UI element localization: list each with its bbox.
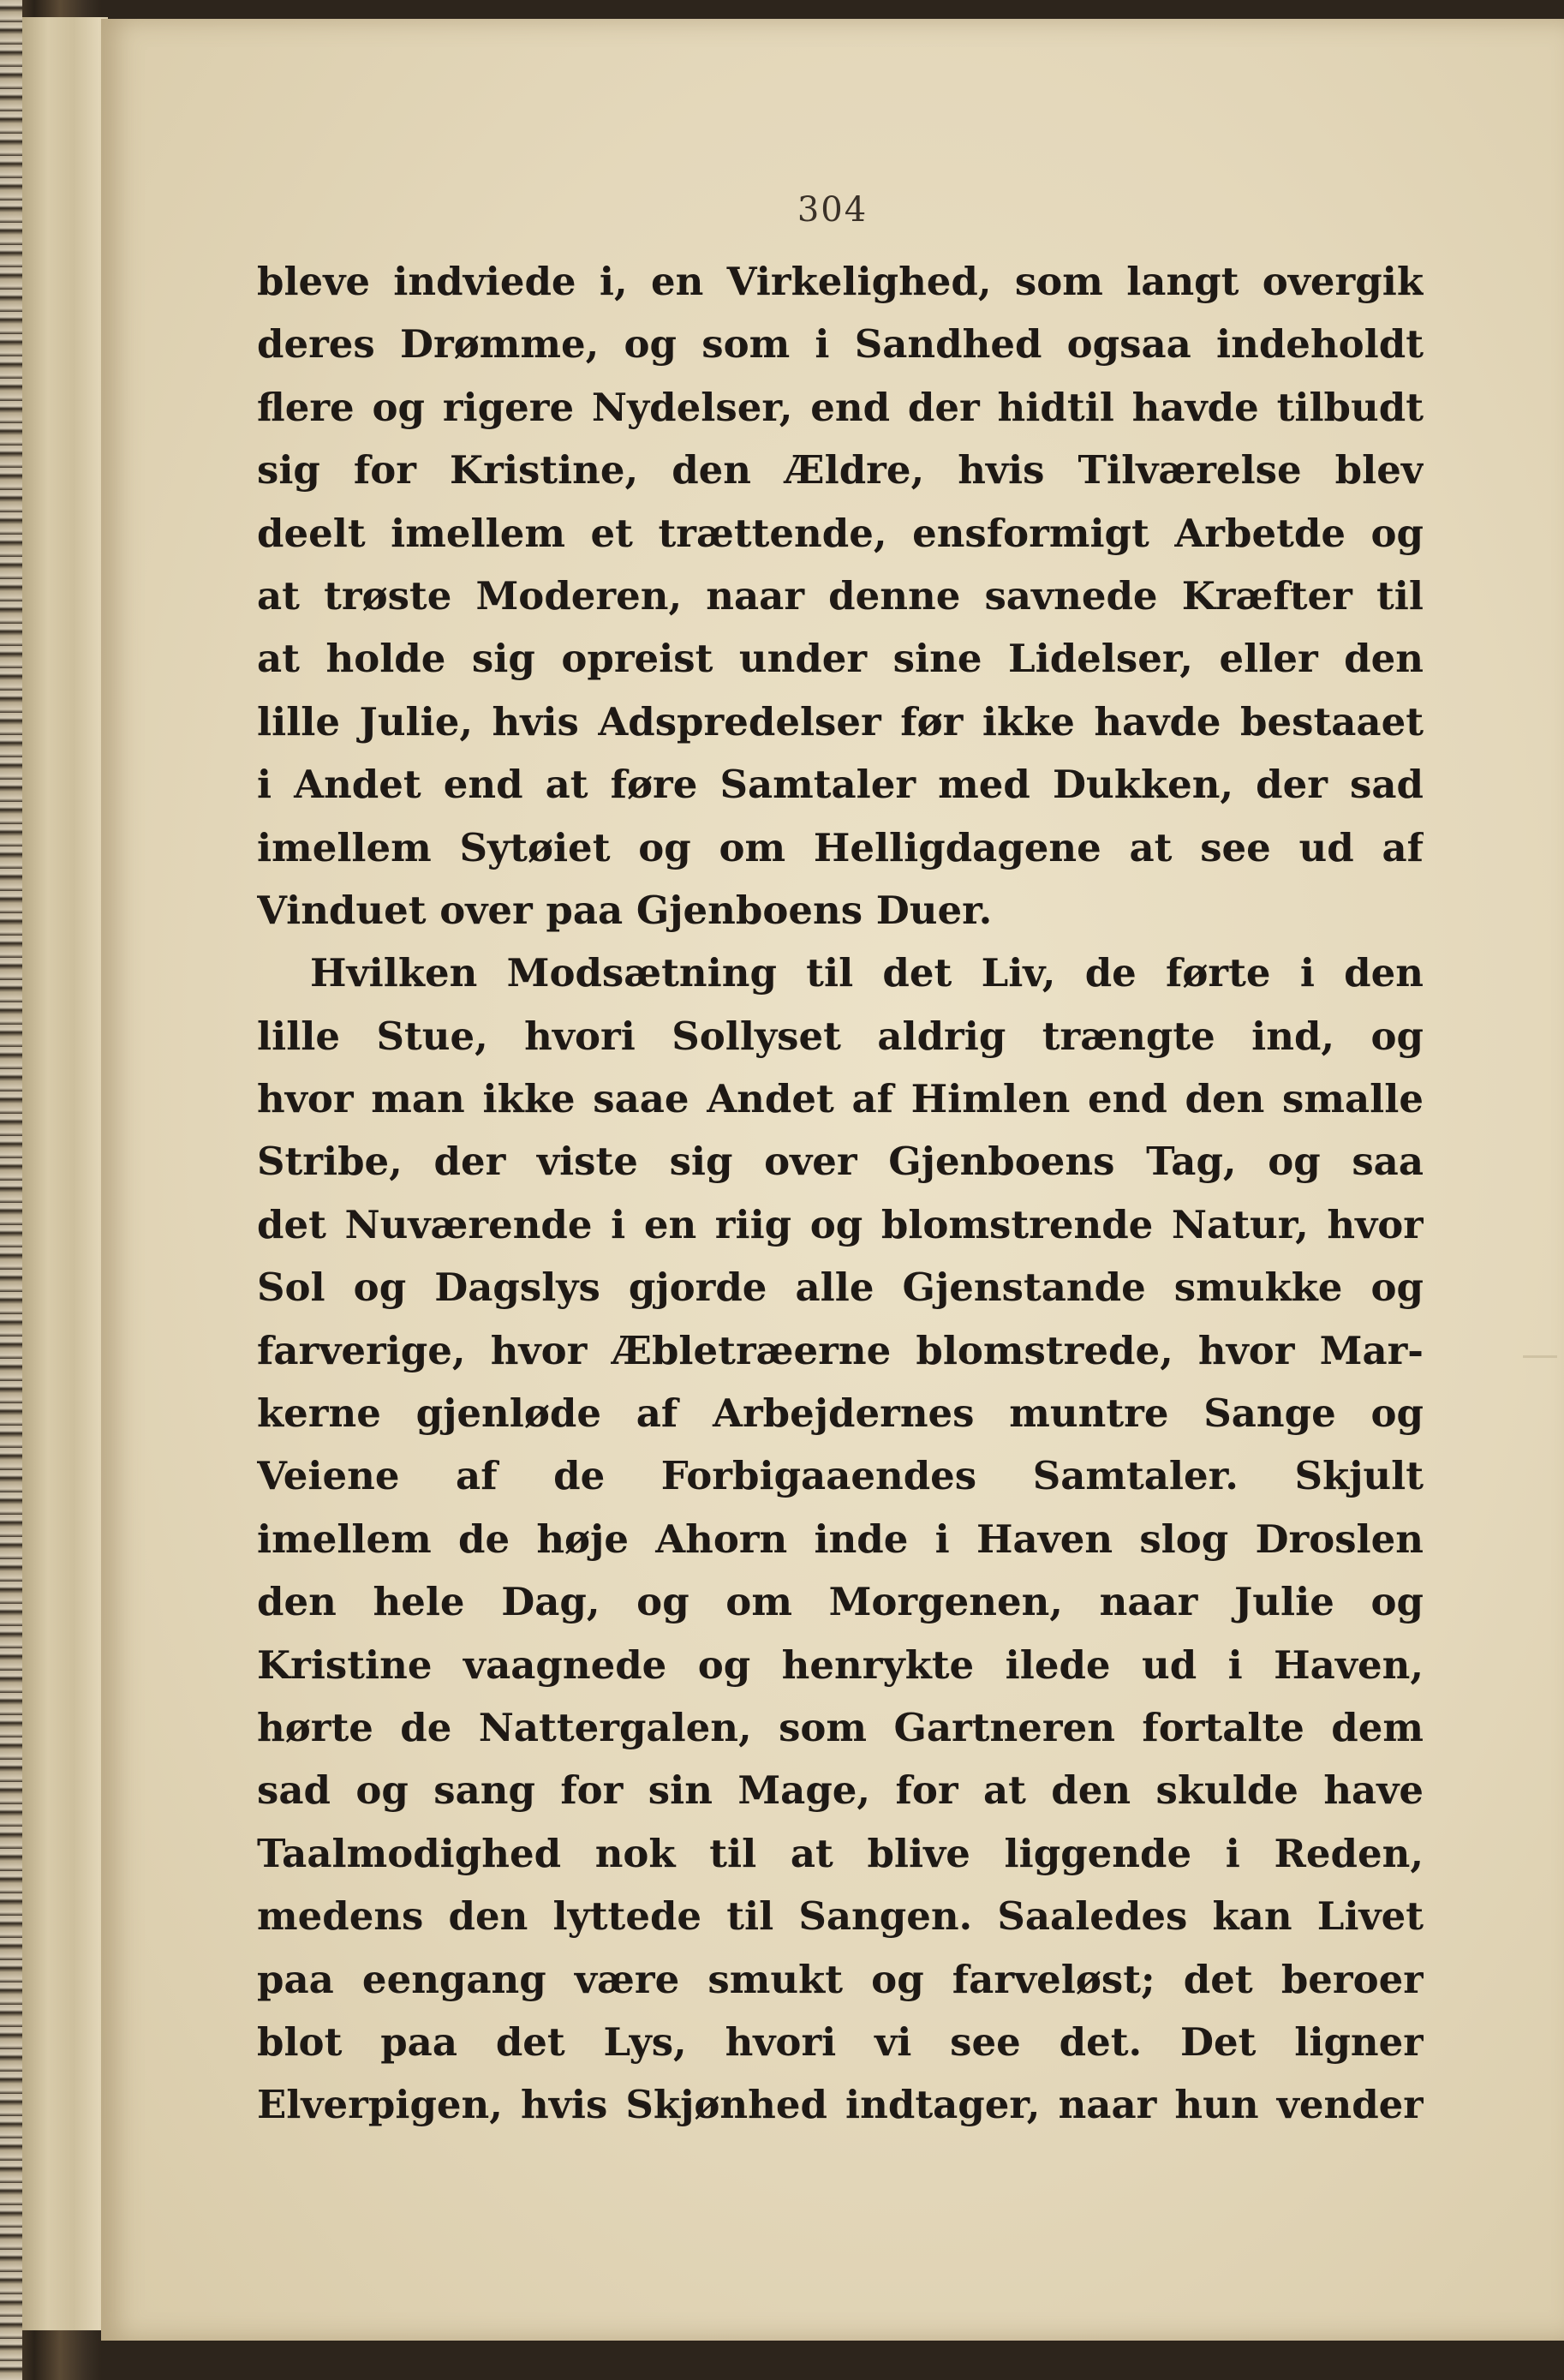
text-line: paa eengang være smukt og farveløst; det beroer [257, 1956, 1424, 2002]
text-line: Vinduet over paa Gjenboens Duer. [257, 887, 993, 933]
page-number: 304 [797, 190, 869, 230]
text-line: hørte de Nattergalen, som Gartneren fortalte dem [257, 1704, 1424, 1750]
text-line: Stribe, der viste sig over Gjenboens Tag, og saa [257, 1139, 1424, 1185]
text-line: imellem Sytøiet og om Helligdagene at see ud af [257, 824, 1424, 870]
margin-mark [1523, 1355, 1557, 1358]
text-line: Veiene af de Forbigaaendes Samtaler. Skjult [257, 1453, 1424, 1499]
text-line: bleve indviede i, en Virkelighed, som langt overgik [257, 259, 1424, 304]
text-line: i Andet end at føre Samtaler med Dukken, der sad [257, 762, 1424, 808]
text-line: Kristine vaagnede og henrykte ilede ud i Haven, [257, 1641, 1424, 1688]
text-line: Sol og Dagslys gjorde alle Gjenstande smukke og [257, 1265, 1424, 1311]
text-line: imellem de høje Ahorn inde i Haven slog Droslen [257, 1516, 1424, 1562]
text-line: medens den lyttede til Sangen. Saaledes kan Livet [257, 1893, 1424, 1940]
text-line: at trøste Moderen, naar denne savnede Kræfter til [257, 572, 1424, 619]
text-line: deelt imellem et trættende, ensformigt Arbetde og [257, 510, 1424, 556]
text-line: det Nuværende i en riig og blomstrende Natur, hvor [257, 1201, 1424, 1247]
text-line: sad og sang for sin Mage, for at den skulde have [257, 1767, 1424, 1814]
text-line: blot paa det Lys, hvori vi see det. Det ligner [257, 2018, 1424, 2065]
page-edge [22, 17, 108, 2330]
text-line: flere og rigere Nydelser, end der hidtil havde tilbudt [257, 384, 1424, 430]
text-line: lille Stue, hvori Sollyset aldrig trængte ind, og [257, 1013, 1424, 1059]
text-line: deres Drømme, og som i Sandhed ogsaa indeholdt [257, 321, 1424, 368]
text-line: sig for Kristine, den Ældre, hvis Tilværelse blev [257, 447, 1424, 493]
text-line: Hvilken Modsætning til det Liv, de førte i den [310, 950, 1424, 996]
text-line: Taalmodighed nok til at blive liggende i Reden, [257, 1830, 1424, 1876]
book-spine [0, 0, 22, 2380]
text-line: at holde sig opreist under sine Lidelser, eller den [257, 636, 1424, 682]
text-line: den hele Dag, og om Morgenen, naar Julie og [257, 1579, 1424, 1625]
text-line: hvor man ikke saae Andet af Himlen end den smalle [257, 1076, 1424, 1122]
text-line: Elverpigen, hvis Skjønhed indtager, naar hun vender [257, 2082, 1424, 2128]
text-line: lille Julie, hvis Adspredelser før ikke havde bestaaet [257, 698, 1424, 744]
text-line: farverige, hvor Æbletræerne blomstrede, hvor Mar- [257, 1327, 1424, 1373]
body-text [257, 250, 1424, 2137]
text-line: kerne gjenløde af Arbejdernes muntre Sange og [257, 1390, 1424, 1437]
